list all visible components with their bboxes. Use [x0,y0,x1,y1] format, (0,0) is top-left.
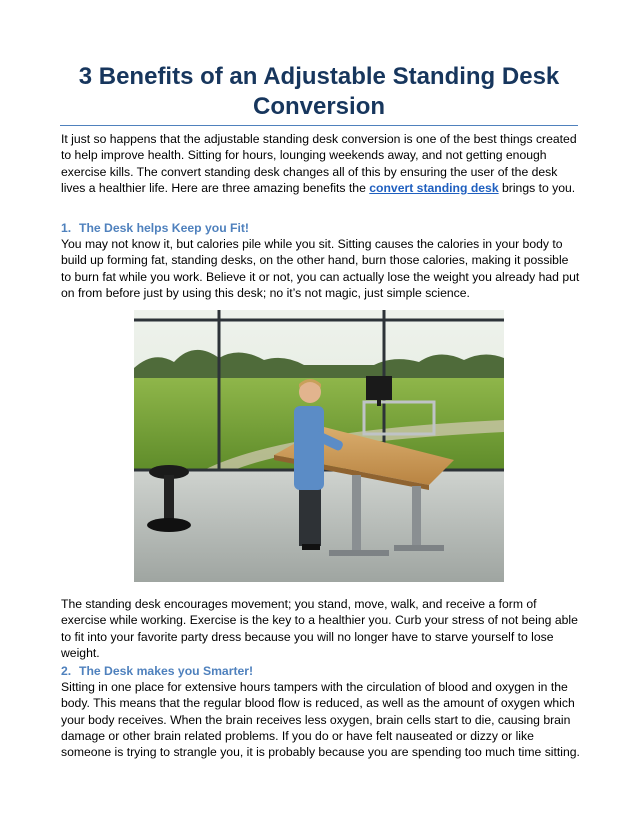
section-1-title: The Desk helps Keep you Fit! [79,221,249,235]
standing-desk-photo [134,310,504,582]
intro-text: It just so happens that the adjustable standing desk conversion is one of the best things created to help improve health. Sitting for hours, lounging weekends away, and not getting enough exercise kills. The convert standing desk changes all of this by ensuring the user of the desk lives a healthier life. Here are three amazing benefits the [61,132,577,195]
section-2-number: 2. [61,664,72,678]
title-divider [60,125,578,126]
document-title: 3 Benefits of an Adjustable Standing Desk Conversion [78,63,560,120]
section-2-heading [61,663,253,679]
section-1-number: 1. [61,221,72,235]
section-1-body: You may not know it, but calories pile while you sit. Sitting causes the calories in your body to build up forming fat, standing desks, on the other hand, burn those calories, making it possible to burn fat while you work. Believe it or not, you can actually lose the weight you already had put on from before just by using this desk; no it’s not magic, just simple science. [61,237,580,300]
section-2-title: The Desk makes you Smarter! [79,664,254,678]
intro-paragraph [61,131,581,196]
section-2-body: Sitting in one place for extensive hours tampers with the circulation of blood and oxygen in the body. This means that the regular blood flow is reduced, as well as the amount of oxygen which your body receives. When the brain receives less oxygen, brain cells start to die, causing brain damage or other brain related problems. If you do or have felt nauseated or dizzy or like someone is trying to strangle you, it is probably because you are spending too much time sitting. [61,680,580,760]
section-1-heading [61,220,249,236]
convert-standing-desk-link[interactable]: convert standing desk [369,180,499,195]
intro-text-end: brings to you. [498,180,576,195]
section-1-after-image: The standing desk encourages movement; you stand, move, walk, and receive a form of exercise while working. Exercise is the key to a healthier you. Curb your stress of not being able to fit into your favorite party dress because you will no longer have to starve yourself to lose weight. [61,597,578,660]
